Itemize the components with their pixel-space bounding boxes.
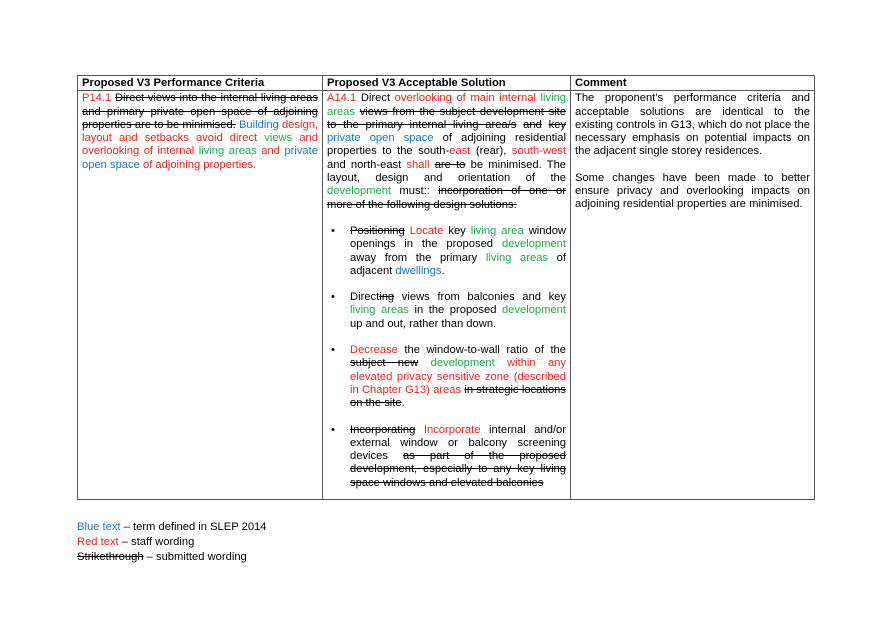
criteria-table xyxy=(77,75,815,500)
text-run: and xyxy=(523,118,542,131)
text-run: development xyxy=(327,185,392,198)
acceptable-solution-cell xyxy=(323,91,571,500)
comment-cell xyxy=(571,91,815,500)
legend-strike-label: Strikethrough xyxy=(77,551,144,563)
text-run: Locate xyxy=(409,224,444,237)
legend-red-label: Red text xyxy=(77,536,119,548)
acceptable-solution-intro xyxy=(327,92,566,212)
text-run xyxy=(415,424,424,436)
text-run: internal and/or external window or balcony screening devices xyxy=(350,423,566,463)
list-item xyxy=(327,344,566,410)
text-run: key xyxy=(548,118,566,131)
text-run: must:: xyxy=(391,185,439,198)
text-run: development xyxy=(430,357,495,370)
text-run: Incorporate xyxy=(423,423,481,436)
text-run: P14.1 xyxy=(82,92,112,105)
text-run: up and out, rather than down. xyxy=(350,317,497,330)
text-run: shall xyxy=(406,158,430,171)
text-run: of adjacent xyxy=(350,251,566,277)
text-run: are to xyxy=(434,158,466,171)
text-run: and xyxy=(261,145,280,158)
text-run: Building xyxy=(238,118,279,131)
text-run: key xyxy=(443,224,471,237)
text-run: Direct xyxy=(350,291,380,304)
text-run: in the proposed xyxy=(409,304,502,317)
text-run: south-west xyxy=(511,145,566,158)
text-run: in strategic locations on the site xyxy=(350,383,566,410)
table-row xyxy=(78,91,815,500)
solution-list xyxy=(327,225,566,490)
text-run: Direct views into the internal living areas and primary private open space of adjoining properties are to be minimised. xyxy=(82,92,318,131)
text-run xyxy=(495,357,507,369)
text-run: away from the primary xyxy=(350,251,486,264)
text-run: as part of the proposed development, especially to any key living space windows and elevated balconies xyxy=(350,450,566,489)
table-header-row xyxy=(78,76,815,91)
text-run: living areas xyxy=(327,92,566,118)
text-run: views xyxy=(264,132,293,145)
text-run: window openings in the proposed xyxy=(350,224,566,251)
comment-paragraph-1: The proponent’s performance criteria and acceptable solutions are identical to the existing controls in G13, which do not place the necessary emphasis on potential impacts on the adjacent single storey residences. xyxy=(575,92,810,158)
legend-red xyxy=(77,535,267,550)
legend-blue xyxy=(77,520,267,535)
text-run: . xyxy=(441,264,445,277)
text-run xyxy=(542,119,549,131)
text-run: (rear), xyxy=(470,145,512,158)
text-run: living areas xyxy=(485,251,549,264)
text-run: views from the subject development site to the primary internal living area/s xyxy=(327,105,566,131)
text-run: incorporation of one or more of the following design solutions: xyxy=(327,185,566,211)
text-run: of adjoining properties. xyxy=(142,158,257,171)
text-run: Incorporating xyxy=(350,423,416,436)
text-run: of adjoining residential properties to the south- xyxy=(327,132,566,158)
text-run: Direct xyxy=(356,92,395,105)
text-run: development xyxy=(501,238,566,251)
text-run: ing xyxy=(379,291,395,304)
performance-criteria-text xyxy=(82,92,318,172)
text-run: and north-east xyxy=(327,158,407,171)
text-run: design, layout and setbacks avoid direct xyxy=(82,118,319,145)
text-run: be minimised. The layout, design and orientation of the xyxy=(327,158,566,185)
text-run: and overlooking of internal xyxy=(82,132,318,158)
text-run: within any elevated privacy sensitive zone (described in Chapter G13) areas xyxy=(350,357,566,396)
text-run: Decrease xyxy=(350,344,398,357)
legend-strike xyxy=(77,550,267,565)
text-run: living areas xyxy=(350,304,409,317)
text-run: living areas xyxy=(198,145,257,158)
header-performance-criteria: Proposed V3 Performance Criteria xyxy=(78,76,323,91)
text-run: . xyxy=(401,397,405,410)
text-run: A14.1 xyxy=(327,92,357,105)
text-run: Positioning xyxy=(350,224,405,237)
text-run: overlooking of main internal xyxy=(394,92,536,105)
text-run: development xyxy=(501,304,566,317)
text-run: dwellings xyxy=(395,264,442,277)
text-run: subject new xyxy=(350,357,419,370)
legend-blue-label: Blue text xyxy=(77,521,121,533)
text-run: the window-to-wall ratio of the xyxy=(397,344,566,357)
legend-red-desc: – staff wording xyxy=(118,536,195,548)
legend-blue-desc: – term defined in SLEP 2014 xyxy=(120,521,267,533)
comment-paragraph-2: Some changes have been made to better ensure privacy and overlooking impacts on adjoining residential properties are minimised. xyxy=(575,171,810,211)
header-acceptable-solution: Proposed V3 Acceptable Solution xyxy=(323,76,571,91)
text-run: views from balconies and key xyxy=(394,291,566,304)
text-run: east xyxy=(449,145,471,158)
legend xyxy=(77,520,267,565)
header-comment: Comment xyxy=(571,76,815,91)
list-item xyxy=(327,291,566,331)
list-item xyxy=(327,424,566,490)
performance-criteria-cell xyxy=(78,91,323,500)
list-item xyxy=(327,225,566,278)
text-run xyxy=(418,357,430,369)
legend-strike-desc: – submitted wording xyxy=(143,551,247,563)
text-run: living area xyxy=(470,224,524,237)
text-run: private open space xyxy=(82,145,318,171)
text-run: private open space xyxy=(327,132,434,145)
